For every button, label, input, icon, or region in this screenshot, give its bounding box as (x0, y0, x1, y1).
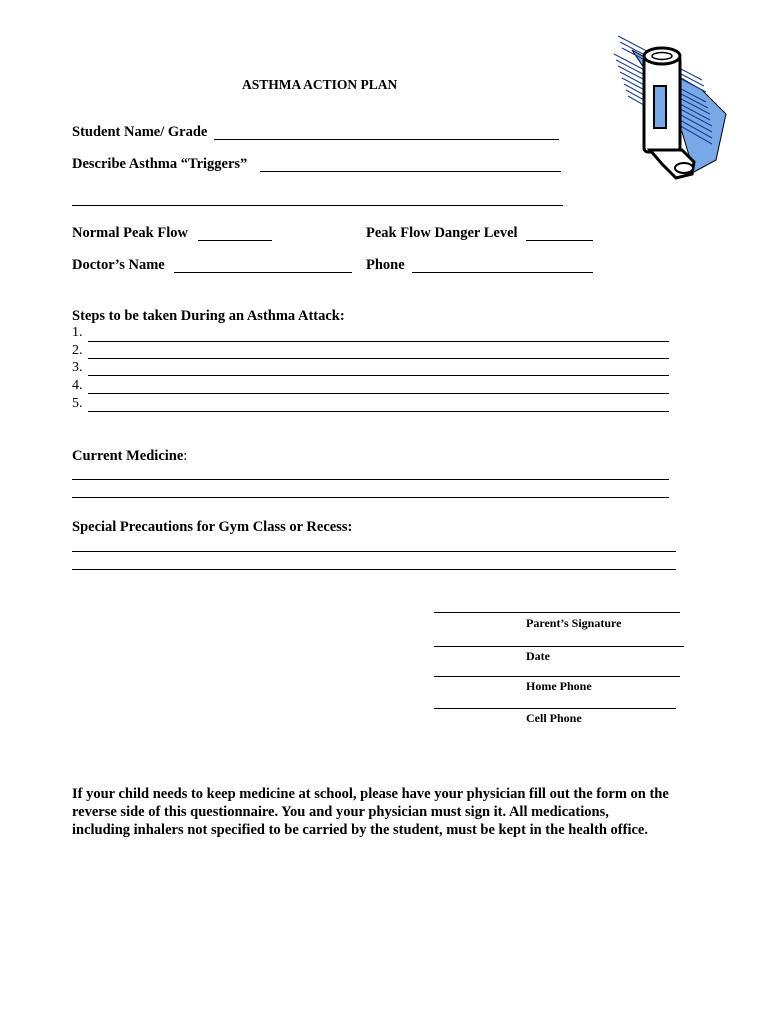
parent-signature-field[interactable] (434, 612, 680, 613)
step-number-3: 3. (72, 360, 83, 375)
step-3-field[interactable] (88, 375, 669, 376)
parent-signature-label: Parent’s Signature (526, 616, 622, 630)
cell-phone-label: Cell Phone (526, 711, 582, 725)
footer-note-line-3: including inhalers not specified to be carried by the student, must be kept in the health office. (72, 822, 648, 838)
triggers-label: Describe Asthma “Triggers” (72, 156, 248, 172)
step-number-4: 4. (72, 378, 83, 393)
special-precautions-field-2[interactable] (72, 569, 676, 570)
doctor-name-field[interactable] (174, 272, 352, 273)
footer-note-line-2: reverse side of this questionnaire. You and your physician must sign it. All medications, (72, 804, 609, 820)
current-medicine-colon: : (183, 448, 188, 464)
triggers-field-line-2[interactable] (72, 205, 563, 206)
inhaler-illustration-icon (584, 22, 729, 187)
step-2-field[interactable] (88, 358, 669, 359)
date-label: Date (526, 649, 550, 663)
special-precautions-field-1[interactable] (72, 551, 676, 552)
current-medicine-heading (72, 448, 187, 465)
step-number-2: 2. (72, 343, 83, 358)
current-medicine-field-2[interactable] (72, 497, 669, 498)
phone-label: Phone (366, 257, 405, 273)
normal-peak-flow-label: Normal Peak Flow (72, 225, 188, 241)
step-5-field[interactable] (88, 411, 669, 412)
peak-flow-danger-label: Peak Flow Danger Level (366, 225, 518, 241)
home-phone-field[interactable] (434, 676, 680, 677)
peak-flow-danger-field[interactable] (526, 240, 593, 241)
triggers-field[interactable] (260, 171, 561, 172)
page-title: ASTHMA ACTION PLAN (242, 77, 398, 92)
special-precautions-heading: Special Precautions for Gym Class or Recess: (72, 519, 353, 535)
normal-peak-flow-field[interactable] (198, 240, 272, 241)
step-number-1: 1. (72, 325, 83, 340)
phone-field[interactable] (412, 272, 593, 273)
current-medicine-label: Current Medicine (72, 448, 184, 464)
date-field[interactable] (434, 646, 684, 647)
current-medicine-field-1[interactable] (72, 479, 669, 480)
cell-phone-field[interactable] (434, 708, 676, 709)
home-phone-label: Home Phone (526, 679, 592, 693)
student-name-label: Student Name/ Grade (72, 124, 208, 140)
steps-heading: Steps to be taken During an Asthma Attack: (72, 308, 345, 324)
step-1-field[interactable] (88, 341, 669, 342)
doctor-name-label: Doctor’s Name (72, 257, 165, 273)
step-number-5: 5. (72, 396, 83, 411)
student-name-field[interactable] (214, 139, 559, 140)
footer-note-line-1: If your child needs to keep medicine at school, please have your physician fill out the form on the (72, 786, 669, 802)
step-4-field[interactable] (88, 393, 669, 394)
